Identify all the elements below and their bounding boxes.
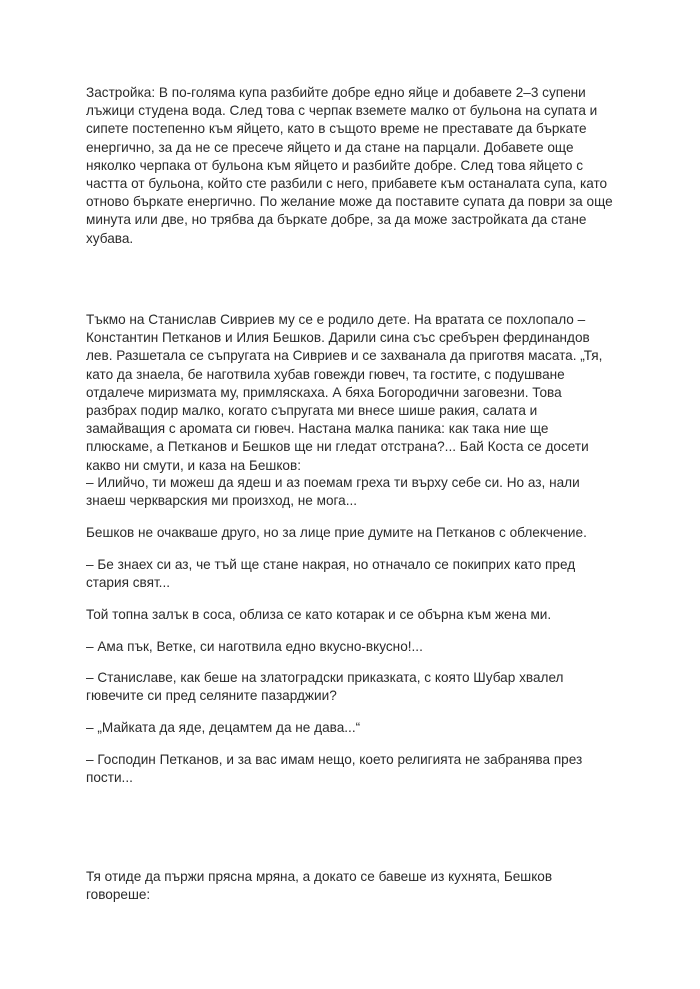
paragraph-dipped-bread: Той топна залък в соса, облиза се като котарак и се обърна към жена ми. xyxy=(86,607,552,622)
paragraph-fresh-fish: Тя отиде да пържи прясна мряна, а докато се бавеше из кухнята, Бешков говореше: xyxy=(86,869,553,903)
paragraph-dialogue-stanislav: – Станиславе, как беше на златоградски приказката, с която Шубар хвалел гювечите си пред селяните пазарджии? xyxy=(86,670,564,704)
paragraph-dialogue-petkanov: – Господин Петканов, и за вас имам нещо, което религията не забранява през пости... xyxy=(86,752,583,786)
paragraph-beshkov-relief: Бешков не очакваше друго, но за лице прие думите на Петканов с облекчение. xyxy=(86,525,587,540)
paragraph-soup-thickening: Застройка: В по-голяма купа разбийте добре едно яйце и добавете 2–3 супени лъжици студена вода. След това с черпак вземете малко от бульона на супата и сипете постепенно към яйцето, като в същото време не преставате да бъркате енергично, за да не се пресече яйцето и да стане на парцали. Добавете още няколко черпака от бульона към яйцето и разбийте добре. След това яйцето с частта от бульона, който сте разбили с него, прибавете към останалата супа, като отново бъркате енергично. По желание може да поставите супата да поври за още минута или две, но трябва да бъркате добре, за да може застройката да стане хубава. xyxy=(86,85,613,246)
paragraph-dialogue-old-world: – Бе знаех си аз, че тъй ще стане накрая, но отначало се покиприх като пред стария свят... xyxy=(86,557,576,591)
paragraph-story-intro: Тъкмо на Станислав Сивриев му се е родило дете. На вратата се похлопало – Константин Петканов и Илия Бешков. Дарили сина със сребърен фердинандов лев. Разшетала се съпругата на Сивриев и се захванала да приготвя масата. „Тя, като да знаела, бе наготвила хубав говежди гювеч, та гостите, с подушване отдалече миризмата му, примляскаха. А бяха Богородични заговезни. Това разбрах подир малко, когато съпругата ми внесе шише ракия, салата и замайващия с аромата си гювеч. Настана малка паника: как така ние ще плюскаме, а Петканов и Бешков ще ни гледат отстрана?... Бай Коста се досети какво ни смути, и каза на Бешков: xyxy=(86,312,603,473)
paragraph-dialogue-iliycho: – Илийчо, ти можеш да ядеш и аз поемам греха ти върху себе си. Но аз, нали знаеш черкварския ми произход, не мога... xyxy=(86,475,580,509)
paragraph-dialogue-vetka: – Ама пък, Ветке, си наготвила едно вкусно-вкусно!... xyxy=(86,639,423,654)
paragraph-dialogue-mother: – „Майката да яде, децамтем да не дава...“ xyxy=(86,720,361,735)
